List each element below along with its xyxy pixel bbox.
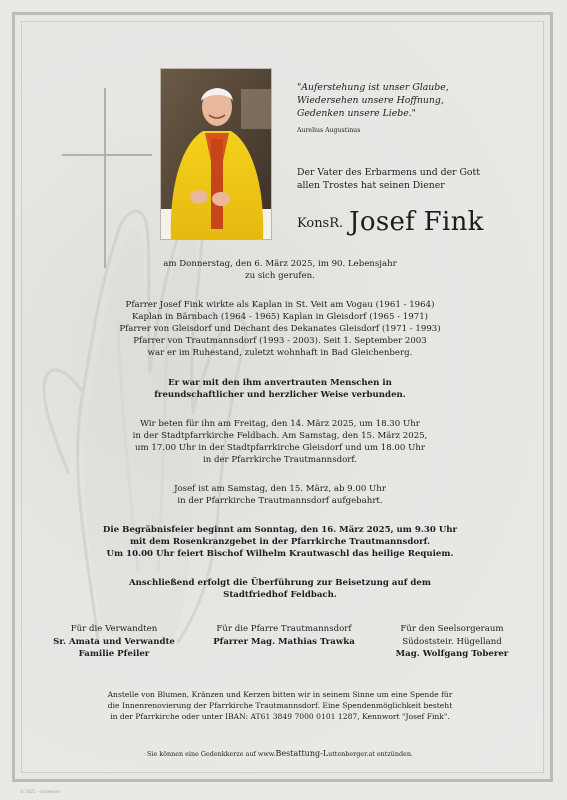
mourner-name: Mag. Wolfgang Toberer bbox=[395, 649, 509, 659]
funeral-line: Um 10.00 Uhr feiert Bischof Wilhelm Krautwaschl das heilige Requiem. bbox=[106, 549, 454, 559]
biography-line: Pfarrer von Trautmannsdorf (1993 - 2003). Seit 1. September 2003 bbox=[133, 336, 427, 346]
intro-text bbox=[297, 166, 480, 192]
watermark-text: © 2025 - Leidwesen bbox=[20, 789, 61, 794]
biography-line: Kaplan in Bärnbach (1964 - 1965) Kaplan in Gleisdorf (1965 - 1971) bbox=[131, 312, 429, 322]
donation-line: Anstelle von Blumen, Kränzen und Kerzen bitten wir in seinem Sinne um eine Spende für bbox=[107, 690, 453, 699]
deceased-title: KonsR. bbox=[297, 216, 344, 231]
prayer-line: in der Pfarrkirche Trautmannsdorf. bbox=[202, 455, 358, 465]
funeral-line: Die Begräbnisfeier beginnt am Sonntag, den 16. März 2025, um 9.30 Uhr bbox=[102, 525, 458, 535]
candle-link-brand[interactable]: Bestattung- bbox=[275, 749, 323, 758]
candle-note-prefix: Sie können eine Gedenkkerze auf www. bbox=[147, 750, 276, 758]
donation-line: in der Pfarrkirche oder unter IBAN: AT61 3849 7000 0101 1287, Kennwort "Josef Fink". bbox=[110, 712, 450, 721]
candle-link-brand-initial[interactable]: L bbox=[322, 749, 329, 758]
prayer-line: um 17.00 Uhr in der Stadtpfarrkirche Gleisdorf und um 18.00 Uhr bbox=[135, 443, 425, 453]
mourner-name: Familie Pfeiler bbox=[78, 649, 150, 659]
laying-out-notice bbox=[40, 483, 520, 507]
prayer-line: in der Stadtpfarrkirche Feldbach. Am Samstag, den 15. März 2025, bbox=[132, 431, 428, 441]
candle-note bbox=[40, 749, 520, 759]
mourner-name: Pfarrer Mag. Mathias Trawka bbox=[213, 636, 355, 647]
mourners-parish bbox=[194, 623, 374, 648]
laying-out-line: Josef ist am Samstag, den 15. März, ab 9.00 Uhr bbox=[174, 484, 386, 494]
mourner-name: Sr. Amata und Verwandte bbox=[53, 636, 175, 647]
donation-notice bbox=[40, 689, 520, 722]
funeral-notice bbox=[40, 524, 520, 560]
mourners-pastoral-area bbox=[362, 623, 542, 661]
biography-line: war er im Ruhestand, zuletzt wohnhaft in Bad Gleichenberg. bbox=[147, 348, 413, 358]
laying-out-line: in der Pfarrkirche Trautmannsdorf aufgebahrt. bbox=[177, 496, 383, 506]
death-notice-line: zu sich gerufen. bbox=[245, 271, 315, 281]
mourner-role: Für den Seelsorgeraum bbox=[400, 624, 504, 634]
prayer-line: Wir beten für ihn am Freitag, den 14. März 2025, um 18.30 Uhr bbox=[140, 419, 420, 429]
funeral-line: mit dem Rosenkranzgebet in der Pfarrkirche Trautmannsdorf. bbox=[129, 537, 431, 547]
intro-line: Der Vater des Erbarmens und der Gott bbox=[297, 167, 481, 178]
burial-line: Anschließend erfolgt die Überführung zur Beisetzung auf dem bbox=[129, 578, 431, 588]
connection-line: Er war mit den ihm anvertrauten Menschen in bbox=[168, 378, 392, 388]
deceased-name: Josef Fink bbox=[349, 207, 484, 237]
quote-line: "Auferstehung ist unser Glaube, bbox=[297, 82, 449, 93]
quote-line: Gedenken unsere Liebe." bbox=[297, 108, 416, 119]
death-notice bbox=[40, 258, 520, 282]
donation-line: die Innenrenovierung der Pfarrkirche Trautmannsdorf. Eine Spendenmöglichkeit besteht bbox=[107, 701, 453, 710]
connection-line: freundschaftlicher und herzlicher Weise verbunden. bbox=[154, 390, 406, 400]
mourners-relatives bbox=[24, 623, 204, 661]
prayer-schedule bbox=[40, 418, 520, 466]
death-notice-line: am Donnerstag, den 6. März 2025, im 90. Lebensjahr bbox=[163, 259, 397, 269]
deceased-name-heading bbox=[297, 207, 484, 237]
candle-link-brand-rest[interactable]: uttenberger bbox=[328, 750, 367, 758]
quote-author: Aurelius Augustinus bbox=[297, 127, 361, 134]
cross-vertical-bar bbox=[104, 88, 106, 268]
burial-notice bbox=[40, 577, 520, 601]
candle-note-suffix: .at entzünden. bbox=[366, 750, 413, 758]
biography-line: Pfarrer von Gleisdorf und Dechant des Dekanates Gleisdorf (1971 - 1993) bbox=[119, 324, 441, 334]
quote-text bbox=[297, 81, 547, 120]
quote-line: Wiedersehen unsere Hoffnung, bbox=[297, 95, 444, 106]
burial-line: Stadtfriedhof Feldbach. bbox=[223, 590, 337, 600]
biography bbox=[40, 299, 520, 359]
mourner-role: Für die Verwandten bbox=[70, 624, 158, 634]
mourner-role: Für die Pfarre Trautmannsdorf bbox=[216, 624, 352, 634]
intro-line: allen Trostes hat seinen Diener bbox=[297, 180, 445, 191]
mourner-name: Südoststeir. Hügelland bbox=[402, 636, 502, 647]
portrait-illustration bbox=[161, 69, 271, 239]
biography-line: Pfarrer Josef Fink wirkte als Kaplan in St. Veit am Vogau (1961 - 1964) bbox=[125, 300, 435, 310]
connection-statement bbox=[40, 377, 520, 401]
cross-horizontal-bar bbox=[62, 154, 152, 156]
portrait-photo bbox=[160, 68, 272, 240]
